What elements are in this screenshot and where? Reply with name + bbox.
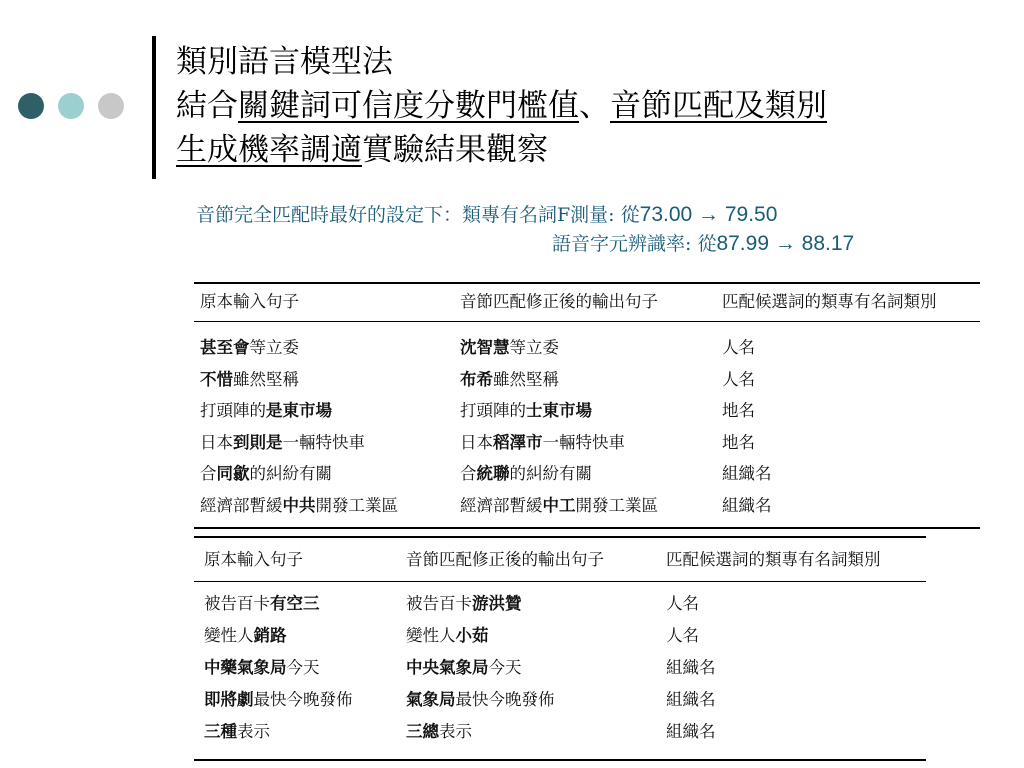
- sentence-segment: 今天: [286, 658, 320, 677]
- table-bottom-rule: [194, 759, 926, 761]
- table-cell-corrected: [460, 464, 592, 484]
- slide-title: [176, 40, 827, 172]
- table-top-rule: [194, 536, 926, 538]
- sentence-segment: 到則是: [233, 432, 283, 452]
- result-line-2-value: 87.99 → 88.17: [716, 232, 855, 255]
- table-cell-corrected: [460, 433, 625, 453]
- dot-light-teal: [58, 93, 84, 119]
- title-line-2-part-d: 音節匹配及類別: [610, 88, 827, 124]
- table-cell-category: 人名: [666, 594, 699, 613]
- result-line-1-value: 73.00 → 79.50: [639, 203, 778, 226]
- result-line-1-label: 音節完全匹配時最好的設定下：類專有名詞F測量: 從: [196, 204, 640, 226]
- sentence-segment: 合: [200, 464, 217, 483]
- sentence-segment: 最快今晚發佈: [253, 690, 353, 709]
- result-line-2-label: 語音字元辨識率: 從: [552, 233, 717, 255]
- table-cell-corrected: [460, 401, 592, 421]
- sentence-segment: 中央氣象局: [406, 658, 489, 677]
- sentence-segment: 合: [460, 464, 477, 483]
- sentence-segment: 中藥氣象局: [204, 658, 287, 677]
- result-line-f-measure: [196, 200, 777, 227]
- sentence-segment: 變性人: [406, 626, 456, 645]
- sentence-segment: 三總: [406, 722, 439, 741]
- sentence-segment: 經濟部暫緩: [200, 495, 283, 515]
- sentence-segment: 雖然堅稱: [493, 369, 559, 389]
- comparison-table-2: [194, 536, 926, 762]
- table-header-cell: 原本輸入句子: [204, 550, 303, 569]
- table-cell-corrected: [406, 594, 522, 614]
- sentence-segment: 一輛特快車: [542, 432, 625, 452]
- table-cell-corrected: [406, 626, 489, 646]
- sentence-segment: 最快今晚發佈: [455, 690, 555, 709]
- table-header-rule: [194, 321, 980, 322]
- table-cell-category: 人名: [722, 369, 755, 389]
- sentence-segment: 雖然堅稱: [233, 369, 299, 389]
- table-cell-corrected: [406, 658, 522, 678]
- title-line-1: [176, 40, 827, 84]
- sentence-segment: 被告百卡: [406, 594, 472, 613]
- sentence-segment: 一輛特快車: [282, 432, 365, 452]
- title-line-3-part-b: 實驗結果觀察: [362, 132, 548, 168]
- title-line-2-part-c: 、: [579, 88, 610, 124]
- sentence-segment: 日本: [460, 432, 493, 452]
- title-line-2: [176, 84, 827, 128]
- table-cell-corrected: [406, 690, 555, 710]
- sentence-segment: 日本: [200, 432, 233, 452]
- sentence-segment: 的糾紛有關: [249, 464, 332, 483]
- decorative-dots: [18, 93, 124, 119]
- sentence-segment: 稻澤市: [493, 432, 543, 452]
- table-cell-corrected: [460, 338, 559, 358]
- table-cell-corrected: [460, 496, 658, 516]
- table-top-rule: [194, 282, 980, 284]
- sentence-segment: 的糾紛有關: [509, 464, 592, 483]
- table-cell-category: 組織名: [722, 464, 772, 483]
- sentence-segment: 今天: [488, 658, 522, 677]
- title-divider-line: [152, 36, 156, 179]
- title-line-3: [176, 128, 827, 172]
- table-cell-original: [200, 401, 332, 421]
- table-cell-original: [204, 626, 287, 646]
- sentence-segment: 小茹: [455, 626, 489, 645]
- table-cell-category: 人名: [666, 626, 699, 645]
- sentence-segment: 同歙: [216, 464, 250, 483]
- sentence-segment: 經濟部暫緩: [460, 495, 543, 515]
- comparison-table-1: [194, 282, 980, 530]
- table-cell-original: [204, 594, 320, 614]
- sentence-segment: 不惜: [200, 369, 233, 389]
- sentence-segment: 打頭陣的: [200, 401, 266, 420]
- dot-dark: [18, 93, 44, 119]
- sentence-segment: 統聯: [476, 464, 510, 483]
- table-cell-original: [204, 690, 353, 710]
- sentence-segment: 氣象局: [406, 690, 456, 709]
- table-cell-category: 組織名: [666, 722, 716, 741]
- table-cell-original: [200, 370, 299, 390]
- sentence-segment: 是東市場: [266, 401, 332, 420]
- sentence-segment: 士東市場: [526, 401, 592, 420]
- dot-gray: [98, 93, 124, 119]
- table-cell-category: 組織名: [666, 658, 716, 677]
- table-cell-original: [200, 464, 332, 484]
- table-cell-category: 組織名: [722, 495, 772, 515]
- table-cell-category: 地名: [722, 432, 755, 452]
- sentence-segment: 表示: [439, 722, 472, 741]
- table-header-cell: 音節匹配修正後的輸出句子: [406, 550, 604, 569]
- sentence-segment: 打頭陣的: [460, 401, 526, 420]
- sentence-segment: 變性人: [204, 626, 254, 645]
- table-cell-original: [200, 433, 365, 453]
- table-header-cell: 原本輸入句子: [200, 292, 299, 311]
- table-cell-corrected: [460, 370, 559, 390]
- table-cell-original: [204, 658, 320, 678]
- table-header-rule: [194, 581, 926, 582]
- sentence-segment: 有空三: [270, 594, 320, 613]
- sentence-segment: 等立委: [509, 338, 559, 357]
- sentence-segment: 表示: [237, 722, 270, 741]
- table-cell-original: [200, 338, 299, 358]
- title-line-1-text: 類別語言模型法: [176, 44, 393, 80]
- sentence-segment: 中工: [542, 495, 576, 515]
- table-bottom-rule: [194, 527, 980, 529]
- sentence-segment: 開發工業區: [315, 495, 398, 515]
- title-line-2-part-a: 結合: [176, 88, 238, 124]
- sentence-segment: 沈智慧: [460, 338, 510, 357]
- table-header-cell: 匹配候選詞的類專有名詞類別: [666, 550, 881, 569]
- sentence-segment: 銷路: [253, 626, 287, 645]
- table-cell-category: 人名: [722, 338, 755, 357]
- table-header-cell: 音節匹配修正後的輸出句子: [460, 292, 658, 311]
- table-cell-category: 組織名: [666, 690, 716, 709]
- table-header-cell: 匹配候選詞的類專有名詞類別: [722, 292, 937, 311]
- sentence-segment: 中共: [282, 495, 316, 515]
- title-line-3-part-a: 生成機率調適: [176, 132, 362, 168]
- table-cell-corrected: [406, 722, 472, 742]
- sentence-segment: 游洪贊: [472, 594, 522, 613]
- table-cell-original: [204, 722, 270, 742]
- sentence-segment: 等立委: [249, 338, 299, 357]
- sentence-segment: 三種: [204, 722, 237, 741]
- table-cell-category: 地名: [722, 401, 755, 420]
- table-cell-original: [200, 496, 398, 516]
- sentence-segment: 被告百卡: [204, 594, 270, 613]
- sentence-segment: 開發工業區: [575, 495, 658, 515]
- sentence-segment: 甚至會: [200, 338, 250, 357]
- result-line-char-accuracy: [552, 229, 854, 256]
- sentence-segment: 布希: [460, 369, 493, 389]
- sentence-segment: 即將劇: [204, 690, 254, 709]
- title-line-2-part-b: 關鍵詞可信度分數門檻值: [238, 88, 579, 124]
